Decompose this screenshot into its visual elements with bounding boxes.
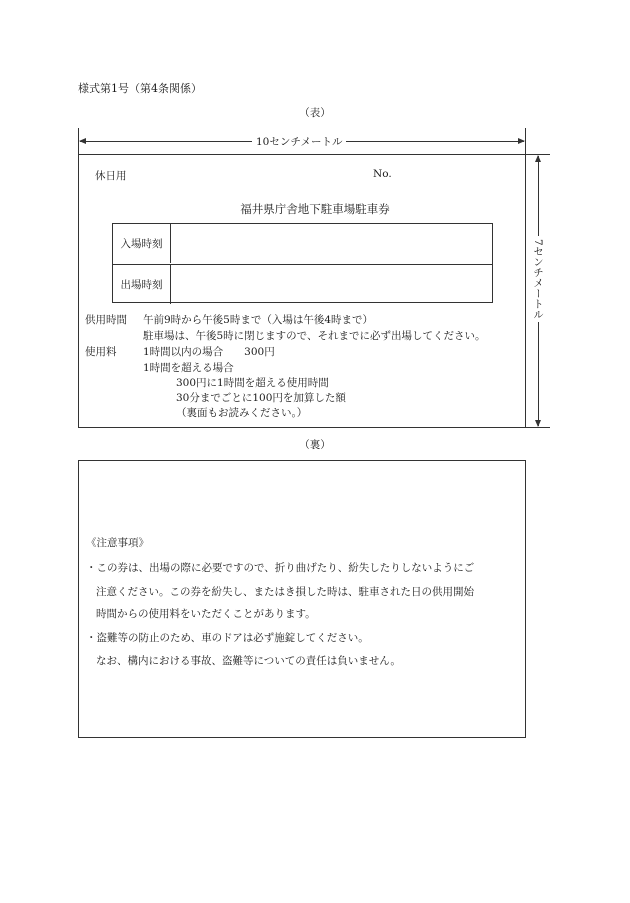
fee-line-3: 300円に1時間を超える使用時間 — [176, 377, 329, 389]
form-number: 様式第1号（第4条関係） — [78, 82, 202, 95]
hours-label: 供用時間 — [85, 314, 127, 326]
arrow-down-icon — [535, 420, 541, 427]
width-dimension-label: 10センチメートル — [252, 134, 346, 149]
holiday-use-label: 休日用 — [95, 170, 127, 182]
fee-line-2: 1時間を超える場合 — [143, 362, 234, 374]
fee-label: 使用料 — [85, 346, 117, 358]
width-dimension-tick-right — [525, 128, 526, 154]
notice-heading: 《注意事項》 — [86, 537, 149, 549]
exit-time-label: 出場時刻 — [113, 265, 171, 304]
hours-text: 午前9時から午後5時まで（入場は午後4時まで） — [143, 314, 374, 326]
hours-note: 駐車場は、午後5時に閉じますので、それまでに必ず出場してください。 — [143, 330, 486, 342]
fee-line-1: 1時間以内の場合 300円 — [143, 346, 275, 358]
time-table — [112, 223, 493, 303]
back-side-label: （裏） — [299, 439, 331, 451]
notice-item-1-line-2: 注意ください。この券を紛失し、またはき損した時は、駐車された日の供用開始 — [96, 586, 474, 598]
front-side-label: （表） — [299, 107, 331, 119]
arrow-right-icon — [518, 138, 525, 144]
ticket-number-label: No. — [373, 168, 392, 180]
entry-time-row — [113, 224, 492, 263]
fee-line-4: 30分までごとに100円を加算した額 — [176, 392, 346, 404]
height-dimension-label: 7センチメートル — [530, 236, 546, 322]
notice-item-2-line-2: なお、構内における事故、盗難等についての責任は負いません。 — [96, 655, 401, 667]
notice-item-1-line-1: ・この券は、出場の際に必要ですので、折り曲げたり、紛失したりしないようにご — [86, 562, 475, 574]
height-dimension-tick-bottom — [526, 427, 550, 428]
notice-item-1-line-3: 時間からの使用料をいただくことがあります。 — [96, 608, 316, 620]
exit-time-row — [113, 264, 492, 304]
notice-item-2-line-1: ・盗難等の防止のため、車のドアは必ず施錠してください。 — [86, 632, 369, 644]
fee-line-5: （裏面もお読みください。） — [176, 407, 308, 419]
ticket-title: 福井県庁舎地下駐車場駐車券 — [240, 202, 390, 216]
entry-time-label: 入場時刻 — [113, 224, 171, 263]
arrow-left-icon — [79, 138, 86, 144]
arrow-up-icon — [535, 155, 541, 162]
ticket-back-card — [78, 460, 526, 738]
